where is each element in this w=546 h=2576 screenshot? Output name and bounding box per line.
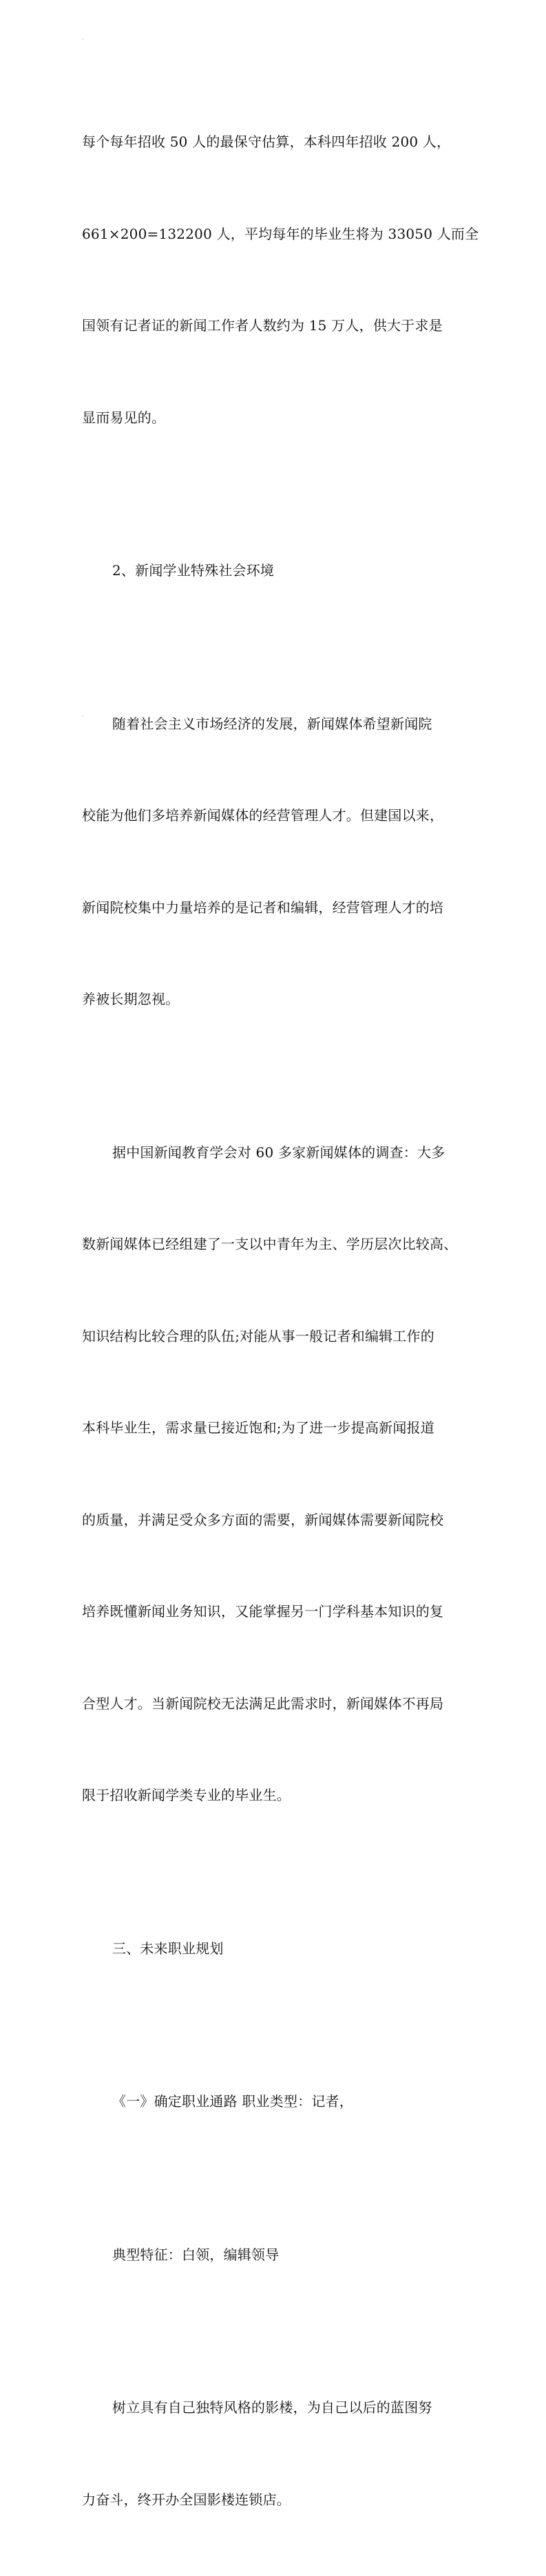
text-line: 2、新闻学业特殊社会环境 (112, 562, 275, 579)
text-line: 限于招收新闻学类专业的毕业生。 (82, 1787, 291, 1803)
paragraph-graduate-estimate (82, 65, 479, 494)
text-line: 每个每年招收 50 人的最保守估算，本科四年招收 200 人， (82, 133, 451, 150)
footer-mark: " (81, 715, 85, 722)
text-line: 新闻院校集中力量培养的是记者和编辑，经营管理人才的培 (82, 899, 444, 916)
text-line: 显而易见的。 (82, 409, 166, 426)
text-line: 培养既懂新闻业务知识，又能掌握另一门学科基本知识的复 (82, 1603, 444, 1620)
text-line: 的质量，并满足受众多方面的需要，新闻媒体需要新闻院校 (82, 1511, 444, 1528)
text-line: 典型特征：白领，编辑领导 (112, 2246, 280, 2263)
text-line: 据中国新闻教育学会对 60 多家新闻媒体的调查：大多 (112, 1144, 445, 1161)
text-line: 知识结构比较合理的队伍;对能从事一般记者和编辑工作的 (82, 1327, 434, 1344)
text-line: 养被长期忽视。 (82, 991, 180, 1007)
text-line: 《一》确定职业通路 职业类型：记者， (112, 2093, 353, 2110)
paragraph-goal (82, 2331, 469, 2576)
paragraph-survey (82, 1076, 469, 1872)
paragraph-career-path (82, 2025, 469, 2178)
text-line: 力奋斗，终开办全国影楼连锁店。 (82, 2491, 291, 2508)
document-body (82, 65, 479, 2576)
text-line: 随着社会主义市场经济的发展，新闻媒体希望新闻院 (112, 715, 432, 732)
header-mark: " (81, 38, 85, 45)
text-line: 本科毕业生，需求量已接近饱和;为了进一步提高新闻报道 (82, 1419, 434, 1436)
text-line: 校能为他们多培养新闻媒体的经营管理人才。但建国以来， (82, 807, 444, 824)
paragraph-market-economy (82, 647, 469, 1076)
text-line: 661×200=132200 人，平均每年的毕业生将为 33050 人而全 (82, 225, 479, 242)
section-heading-social-environment (82, 494, 469, 647)
text-line: 树立具有自己独特风格的影楼，为自己以后的蓝图努 (112, 2399, 432, 2416)
text-line: 三、未来职业规划 (112, 1940, 224, 1957)
text-line: 合型人才。当新闻院校无法满足此需求时，新闻媒体不再局 (82, 1695, 444, 1712)
text-line: 国领有记者证的新闻工作者人数约为 15 万人，供大于求是 (82, 317, 443, 334)
text-line: 数新闻媒体已经组建了一支以中青年为主、学历层次比较高、 (82, 1236, 458, 1252)
paragraph-typical-traits (82, 2178, 469, 2332)
section-heading-career-plan (82, 1872, 469, 2026)
